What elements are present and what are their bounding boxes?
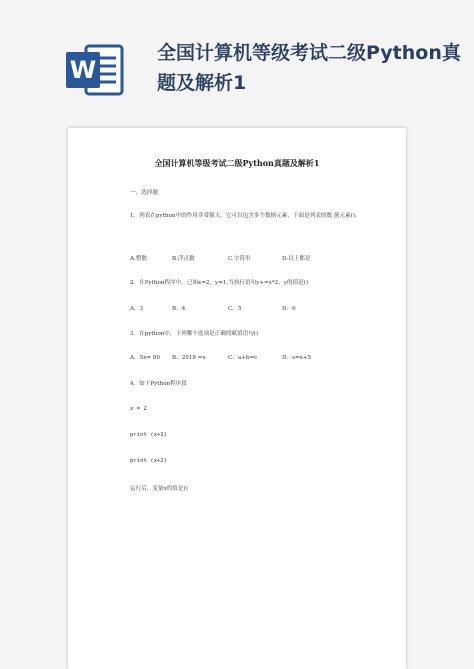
- question-3: 3．在python中，下列哪个选项是正确的赋值语句(): [130, 331, 259, 337]
- option: B.浮点数: [172, 256, 195, 262]
- page-title: 全国计算机等级考试二级Python真题及解析1: [157, 42, 461, 94]
- question-4-followup: 运行后，变量x的值是(): [130, 486, 188, 492]
- document-title: 全国计算机等级考试二级Python真题及解析1: [154, 158, 320, 168]
- option: A.整数: [130, 256, 148, 262]
- option: C．5: [228, 306, 242, 312]
- option: C.字符串: [228, 256, 251, 262]
- logo-letter: W: [69, 56, 97, 84]
- option: C．a+b=c: [228, 355, 258, 361]
- code-line: x = 2: [130, 406, 147, 412]
- option: A．5x= 80: [130, 355, 160, 361]
- word-document-icon: [62, 38, 126, 102]
- option: D.以上都是: [282, 256, 311, 262]
- header: [0, 0, 474, 125]
- option: B．2018 =x: [172, 355, 206, 361]
- question-1: 1．列表在python中的作用非常强大，它可以包含多个数据元素，下面是列表的数 据元素()。: [130, 213, 361, 219]
- option: D．s=x+5: [282, 355, 312, 361]
- code-line: print (x+1): [130, 432, 168, 438]
- question-2: 2．在Python程序中，已知x=2，y=1,当执行语句y+=x*2，y的值是(): [130, 280, 309, 286]
- section-heading: 一、选择题: [130, 190, 158, 196]
- question-4: 4．如下Python程序段: [130, 381, 187, 387]
- option: B．4: [172, 306, 186, 312]
- option: A．3: [130, 306, 144, 312]
- option: D．6: [282, 306, 296, 312]
- code-line: print (x+2): [130, 458, 168, 464]
- document-page: [68, 128, 406, 669]
